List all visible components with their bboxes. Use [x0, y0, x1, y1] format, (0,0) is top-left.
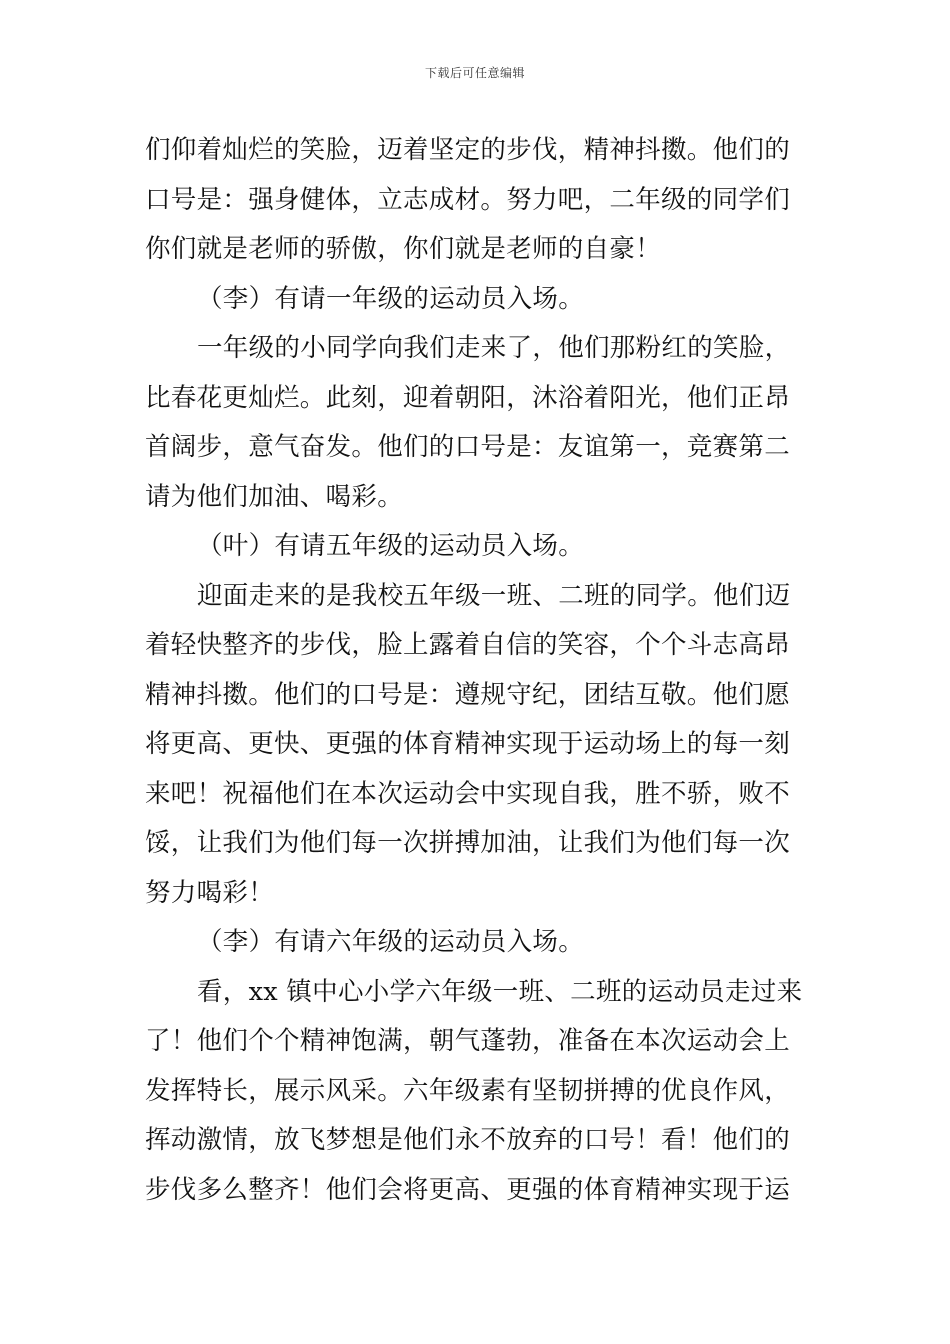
text-line: （叶）有请五年级的运动员入场。	[197, 531, 585, 561]
text-line: 了！他们个个精神饱满，朝气蓬勃，准备在本次运动会上	[145, 1026, 791, 1056]
text-line: 比春花更灿烂。此刻，迎着朝阳，沐浴着阳光，他们正昂	[145, 382, 791, 413]
text-line: 请为他们加油、喝彩。	[145, 481, 404, 512]
text-line: 发挥特长，展示风采。六年级素有坚韧拼搏的优良作风，	[145, 1075, 791, 1106]
page-header: 下载后可任意编辑	[424, 66, 525, 80]
text-line: （李）有请一年级的运动员入场。	[197, 283, 585, 314]
text-line: 口号是：强身健体，立志成材。努力吧，二年级的同学们	[145, 184, 791, 215]
text-line: 首阔步，意气奋发。他们的口号是：友谊第一，竞赛第二	[145, 432, 791, 462]
text-line: 来吧！祝福他们在本次运动会中实现自我，胜不骄，败不	[145, 778, 791, 809]
text-line: 馁，让我们为他们每一次拼搏加油，让我们为他们每一次	[145, 828, 791, 858]
text-line: （李）有请六年级的运动员入场。	[197, 927, 585, 957]
text-line: 将更高、更快、更强的体育精神实现于运动场上的每一刻	[145, 729, 791, 759]
text-line: 你们就是老师的骄傲，你们就是老师的自豪！	[145, 234, 662, 264]
text-line: 们仰着灿烂的笑脸，迈着坚定的步伐，精神抖擞。他们的	[145, 135, 791, 165]
body-text	[145, 126, 807, 1215]
text-line: 步伐多么整齐！他们会将更高、更强的体育精神实现于运	[145, 1174, 791, 1205]
text-line: 精神抖擞。他们的口号是：遵规守纪，团结互敬。他们愿	[145, 679, 791, 710]
text-line: 迎面走来的是我校五年级一班、二班的同学。他们迈	[197, 580, 791, 611]
text-line: 努力喝彩！	[145, 877, 275, 908]
text-line: 挥动激情，放飞梦想是他们永不放弃的口号！看！他们的	[145, 1125, 791, 1155]
text-line: 一年级的小同学向我们走来了，他们那粉红的笑脸，	[197, 333, 791, 363]
text-line: 看，xx 镇中心小学六年级一班、二班的运动员走过来	[197, 976, 803, 1007]
text-line: 着轻快整齐的步伐，脸上露着自信的笑容，个个斗志高昂	[145, 630, 791, 660]
